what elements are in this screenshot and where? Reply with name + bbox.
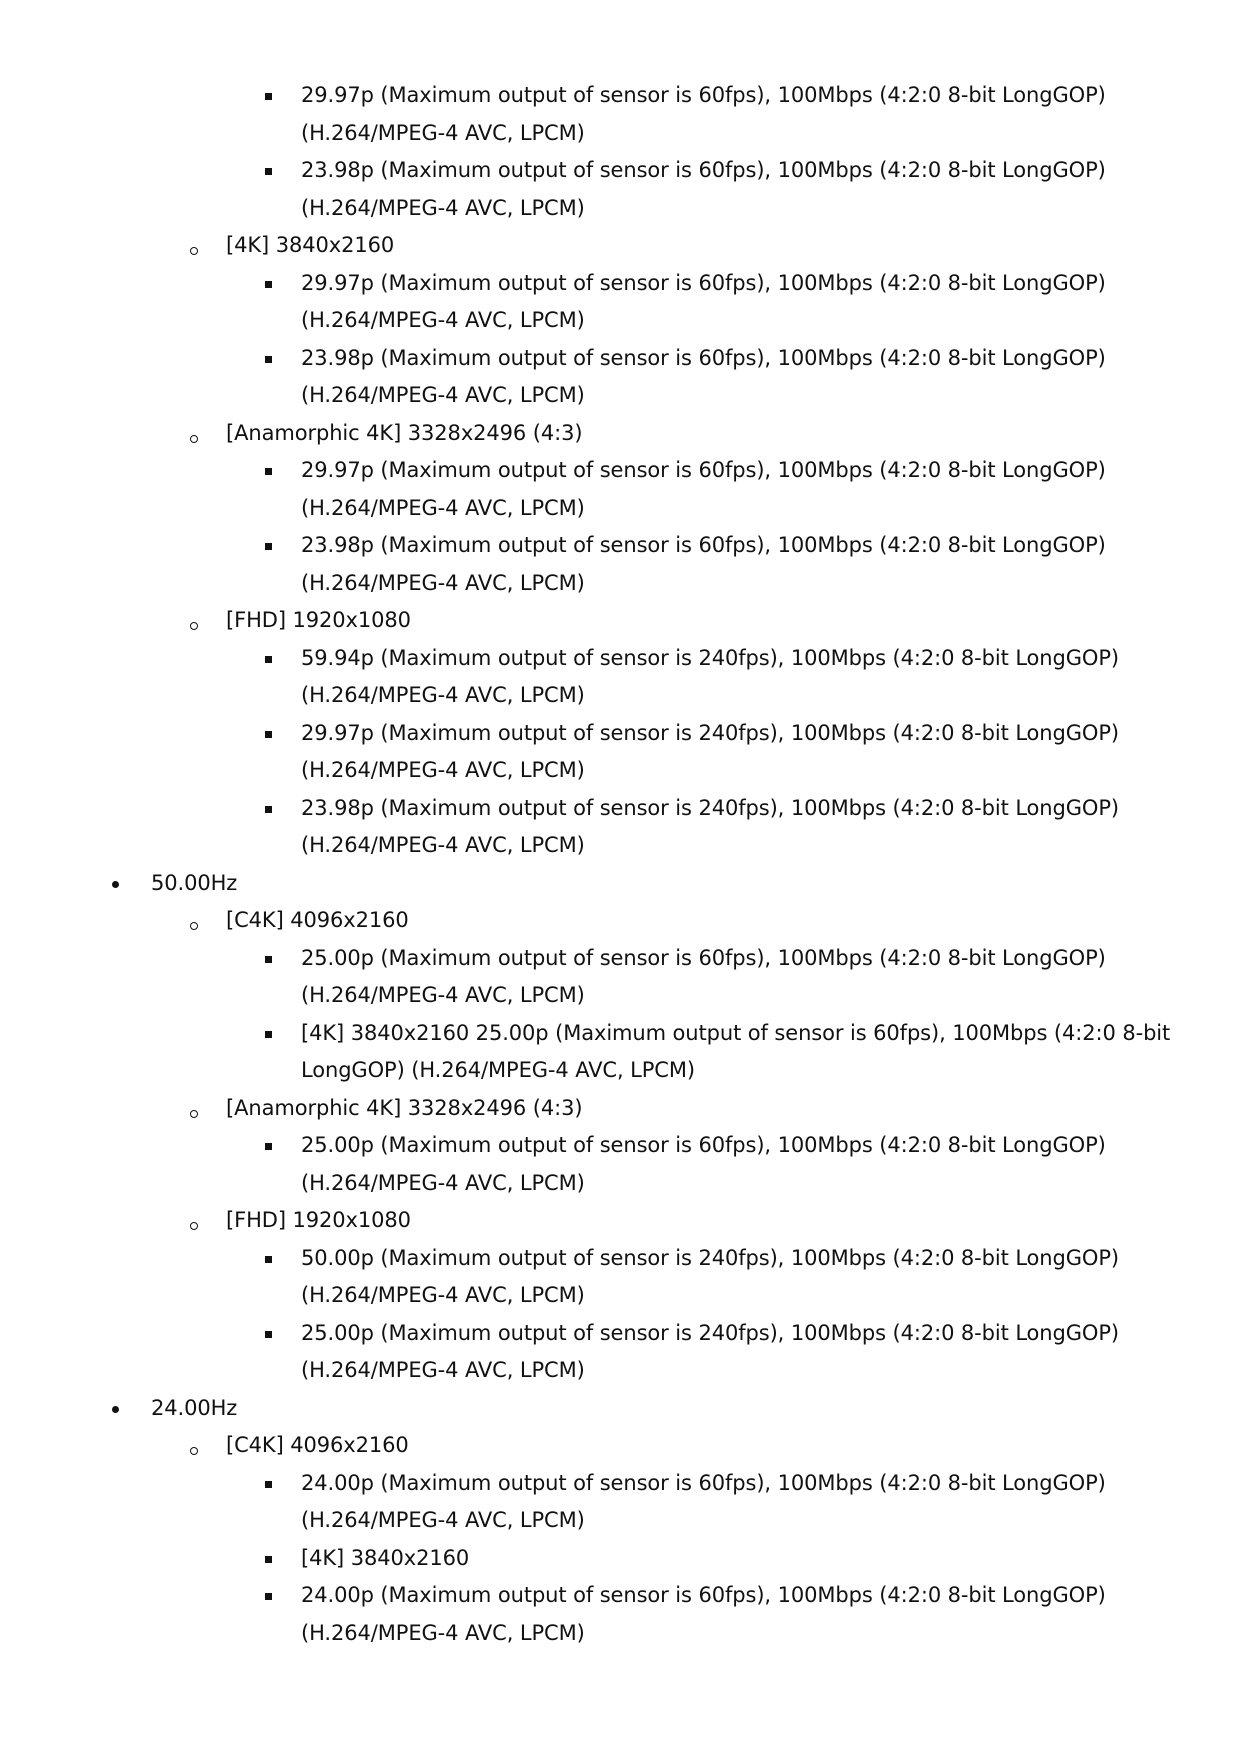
list-item-text: [C4K] 4096x2160: [226, 908, 409, 932]
list-item-text: [FHD] 1920x1080: [226, 608, 411, 632]
bullet-circle-icon: [190, 1222, 198, 1230]
bullet-circle-icon: [190, 622, 198, 630]
list-item-text: (H.264/MPEG-4 AVC, LPCM): [301, 1508, 585, 1532]
list-item-text: 29.97p (Maximum output of sensor is 240fps), 100Mbps (4:2:0 8-bit LongGOP): [301, 720, 1119, 745]
list-item-text: 23.98p (Maximum output of sensor is 240fps), 100Mbps (4:2:0 8-bit LongGOP): [301, 795, 1119, 820]
bullet-square-icon: [265, 1556, 272, 1563]
list-item-text: [4K] 3840x2160: [301, 1545, 470, 1570]
list-item-text: 25.00p (Maximum output of sensor is 60fps), 100Mbps (4:2:0 8-bit LongGOP): [301, 1133, 1106, 1157]
list-item-text: [C4K] 4096x2160: [226, 1433, 409, 1457]
list-item-text: (H.264/MPEG-4 AVC, LPCM): [301, 495, 585, 520]
list-item-text: 23.98p (Maximum output of sensor is 60fps), 100Mbps (4:2:0 8-bit LongGOP): [301, 158, 1106, 182]
bullet-square-icon: [265, 956, 272, 963]
list-item-text: (H.264/MPEG-4 AVC, LPCM): [301, 120, 585, 145]
list-item-text: 24.00Hz: [151, 1395, 238, 1420]
list-item-text: 29.97p (Maximum output of sensor is 60fps), 100Mbps (4:2:0 8-bit LongGOP): [301, 270, 1106, 295]
bullet-square-icon: [265, 1481, 272, 1488]
list-item-text: 24.00p (Maximum output of sensor is 60fps), 100Mbps (4:2:0 8-bit LongGOP): [301, 1470, 1106, 1495]
bullet-disc-icon: [112, 881, 119, 888]
list-item-text: (H.264/MPEG-4 AVC, LPCM): [301, 1358, 585, 1382]
list-item-text: [4K] 3840x2160: [226, 233, 395, 257]
list-item-text: [Anamorphic 4K] 3328x2496 (4:3): [226, 420, 583, 445]
list-item-text: (H.264/MPEG-4 AVC, LPCM): [301, 195, 585, 220]
list-item-text: 25.00p (Maximum output of sensor is 240fps), 100Mbps (4:2:0 8-bit LongGOP): [301, 1320, 1119, 1345]
bullet-square-icon: [265, 281, 272, 288]
list-item-text: [FHD] 1920x1080: [226, 1208, 411, 1232]
bullet-square-icon: [265, 656, 272, 663]
list-item-text: (H.264/MPEG-4 AVC, LPCM): [301, 683, 585, 707]
bullet-circle-icon: [190, 922, 198, 930]
list-item-text: (H.264/MPEG-4 AVC, LPCM): [301, 383, 585, 407]
bullet-square-icon: [265, 468, 272, 475]
list-item-text: (H.264/MPEG-4 AVC, LPCM): [301, 1283, 585, 1307]
list-item-text: [4K] 3840x2160 25.00p (Maximum output of sensor is 60fps), 100Mbps (4:2:0 8-bit: [301, 1020, 1171, 1045]
list-item-text: 25.00p (Maximum output of sensor is 60fps), 100Mbps (4:2:0 8-bit LongGOP): [301, 945, 1106, 970]
bullet-circle-icon: [190, 247, 198, 255]
bullet-circle-icon: [190, 435, 198, 443]
list-item-text: 50.00Hz: [151, 870, 238, 895]
bullet-square-icon: [265, 93, 272, 100]
list-item-text: 29.97p (Maximum output of sensor is 60fps), 100Mbps (4:2:0 8-bit LongGOP): [301, 83, 1106, 107]
bullet-square-icon: [265, 543, 272, 550]
bullet-square-icon: [265, 1331, 272, 1338]
list-item-text: (H.264/MPEG-4 AVC, LPCM): [301, 308, 585, 332]
bullet-circle-icon: [190, 1447, 198, 1455]
list-item-text: (H.264/MPEG-4 AVC, LPCM): [301, 1620, 585, 1645]
list-item-text: (H.264/MPEG-4 AVC, LPCM): [301, 983, 585, 1007]
bullet-square-icon: [265, 356, 272, 363]
list-item-text: (H.264/MPEG-4 AVC, LPCM): [301, 833, 585, 857]
list-item-text: (H.264/MPEG-4 AVC, LPCM): [301, 570, 585, 595]
list-item-text: 29.97p (Maximum output of sensor is 60fps), 100Mbps (4:2:0 8-bit LongGOP): [301, 458, 1106, 482]
list-item-text: [Anamorphic 4K] 3328x2496 (4:3): [226, 1095, 583, 1120]
list-item-text: 24.00p (Maximum output of sensor is 60fps), 100Mbps (4:2:0 8-bit LongGOP): [301, 1583, 1106, 1607]
list-item-text: 50.00p (Maximum output of sensor is 240fps), 100Mbps (4:2:0 8-bit LongGOP): [301, 1245, 1119, 1270]
bullet-square-icon: [265, 1143, 272, 1150]
list-item-text: 59.94p (Maximum output of sensor is 240fps), 100Mbps (4:2:0 8-bit LongGOP): [301, 645, 1119, 670]
bullet-square-icon: [265, 1031, 272, 1038]
bullet-square-icon: [265, 806, 272, 813]
list-item-text: 23.98p (Maximum output of sensor is 60fps), 100Mbps (4:2:0 8-bit LongGOP): [301, 345, 1106, 370]
list-item-text: (H.264/MPEG-4 AVC, LPCM): [301, 1170, 585, 1195]
bullet-square-icon: [265, 731, 272, 738]
bullet-square-icon: [265, 1593, 272, 1600]
list-item-text: 23.98p (Maximum output of sensor is 60fps), 100Mbps (4:2:0 8-bit LongGOP): [301, 533, 1106, 557]
list-item-text: LongGOP) (H.264/MPEG-4 AVC, LPCM): [301, 1058, 695, 1082]
bullet-circle-icon: [190, 1110, 198, 1118]
bullet-square-icon: [265, 168, 272, 175]
list-item-text: (H.264/MPEG-4 AVC, LPCM): [301, 758, 585, 782]
bullet-disc-icon: [112, 1406, 119, 1413]
bullet-square-icon: [265, 1256, 272, 1263]
